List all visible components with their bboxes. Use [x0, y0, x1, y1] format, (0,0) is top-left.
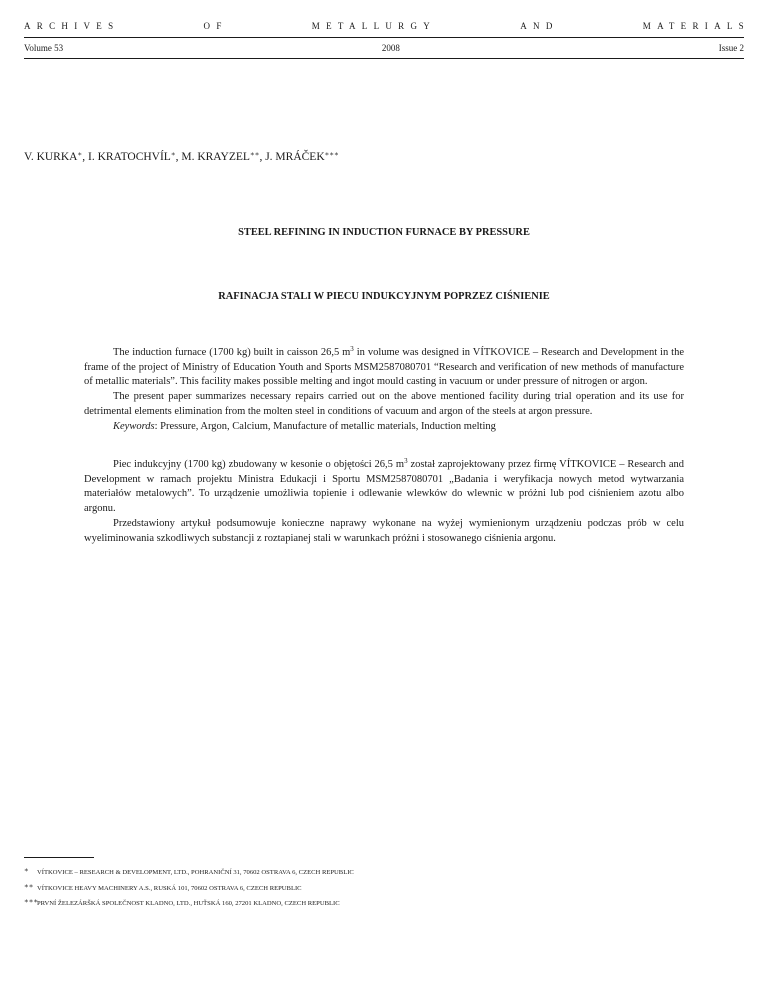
author-name: V. KURKA: [24, 151, 78, 163]
keywords-list: : Pressure, Argon, Calcium, Manufacture of metallic materials, Induction melting: [154, 420, 496, 432]
journal-word: ARCHIVES: [24, 21, 120, 31]
footnote-mark: ∗: [24, 866, 29, 874]
abstract-polish: [84, 458, 684, 546]
footnote: [24, 864, 354, 880]
header-rule-bottom: [24, 58, 744, 59]
title-english: STEEL REFINING IN INDUCTION FURNACE BY PRESSURE: [238, 227, 530, 238]
journal-word: METALLURGY: [311, 21, 437, 31]
superscript: 3: [350, 345, 354, 353]
author-list: V. KURKA∗, I. KRATOCHVÍL∗, M. KRAYZEL∗∗, J. MRÁČEK∗∗∗: [24, 150, 339, 163]
abstract-english: [84, 346, 684, 434]
footnote-text: PRVNÍ ŽELEZÁRŠKÁ SPOLEČNOST KLADNO, LTD., HUŤSKÁ 160, 27201 KLADNO, CZECH REPUBLIC: [37, 900, 340, 907]
footnote-text: VÍTKOVICE HEAVY MACHINERY A.S., RUSKÁ 101, 70602 OSTRAVA 6, CZECH REPUBLIC: [37, 884, 302, 892]
title-polish: RAFINACJA STALI W PIECU INDUKCYJNYM POPRZEZ CIŚNIENIE: [218, 291, 550, 302]
abstract-paragraph: The induction furnace (1700 kg) built in caisson 26,5 $m^3$ in volume was designed in VÍTKOVICE – Research and Development in the frame of the project of Ministry of Education Youth and Sports MSM2587080701 “Research and verification of new methods of manufacture of metallic materials”. This facility makes possible melting and ingot mould casting in vacuum or under pressure of nitrogen or argon.: [84, 345, 684, 388]
journal-name: [24, 21, 750, 31]
volume-label: Volume 53: [24, 43, 64, 53]
year-label: 2008: [381, 43, 400, 53]
header-rule-top: [24, 37, 744, 38]
keywords-label: Keywords: [113, 420, 155, 432]
footnote-rule: [24, 857, 94, 858]
author-name: I. KRATOCHVÍL: [87, 151, 171, 163]
journal-word: MATERIALS: [642, 21, 750, 31]
issue-meta: [24, 43, 744, 53]
footnote-text: VÍTKOVICE – RESEARCH & DEVELOPMENT, LTD., POHRANIČNÍ 31, 70602 OSTRAVA 6, CZECH REPUBLIC: [37, 869, 354, 876]
keywords: [84, 420, 684, 435]
footnote-mark: ∗∗∗: [24, 897, 39, 905]
journal-word: AND: [520, 21, 559, 31]
journal-word: OF: [203, 21, 228, 31]
abstract-paragraph: The present paper summarizes necessary repairs carried out on the above mentioned facility during trial operation and its use for detrimental elements elimination from the molten steel in conditions of vacuum and argon of the steels at argon pressure.: [84, 391, 684, 417]
author-name: M. KRAYZEL: [181, 151, 250, 163]
footnote: [24, 880, 354, 896]
author-affiliation-mark: ∗∗∗: [324, 150, 339, 158]
abstract-paragraph: Przedstawiony artykuł podsumowuje konieczne naprawy wykonane na wyżej wymienionym urządzeniu podczas prób w celu wyeliminowania szkodliwych substancji z roztapianej stali w warunkach próżni i stosowanego ciśnienia argonu.: [84, 517, 684, 544]
author-affiliation-mark: ∗: [77, 150, 83, 158]
author-affiliation-mark: ∗∗: [249, 150, 260, 158]
superscript: 3: [404, 457, 408, 465]
affiliation-footnotes: [24, 864, 354, 911]
footnote: [24, 895, 354, 911]
author-name: J. MRÁČEK: [265, 151, 325, 163]
author-affiliation-mark: ∗: [170, 150, 176, 158]
abstract-paragraph: Piec indukcyjny (1700 kg) zbudowany w kesonie o objętości 26,5 $m^3$ został zaprojektowany przez firmę VÍTKOVICE – Research and Development w ramach projektu Ministra Edukacji i Sportu MSM2587080701 „Badania i weryfikacja nowych metod wytwarzania materiałów metalowych”. To urządzenie umożliwia topienie i odlewanie wlewków do wlewnic w próżni lub pod ciśnieniem azotu albo argonu.: [84, 457, 685, 515]
issue-label: Issue 2: [718, 43, 744, 53]
footnote-mark: ∗∗: [24, 881, 34, 890]
